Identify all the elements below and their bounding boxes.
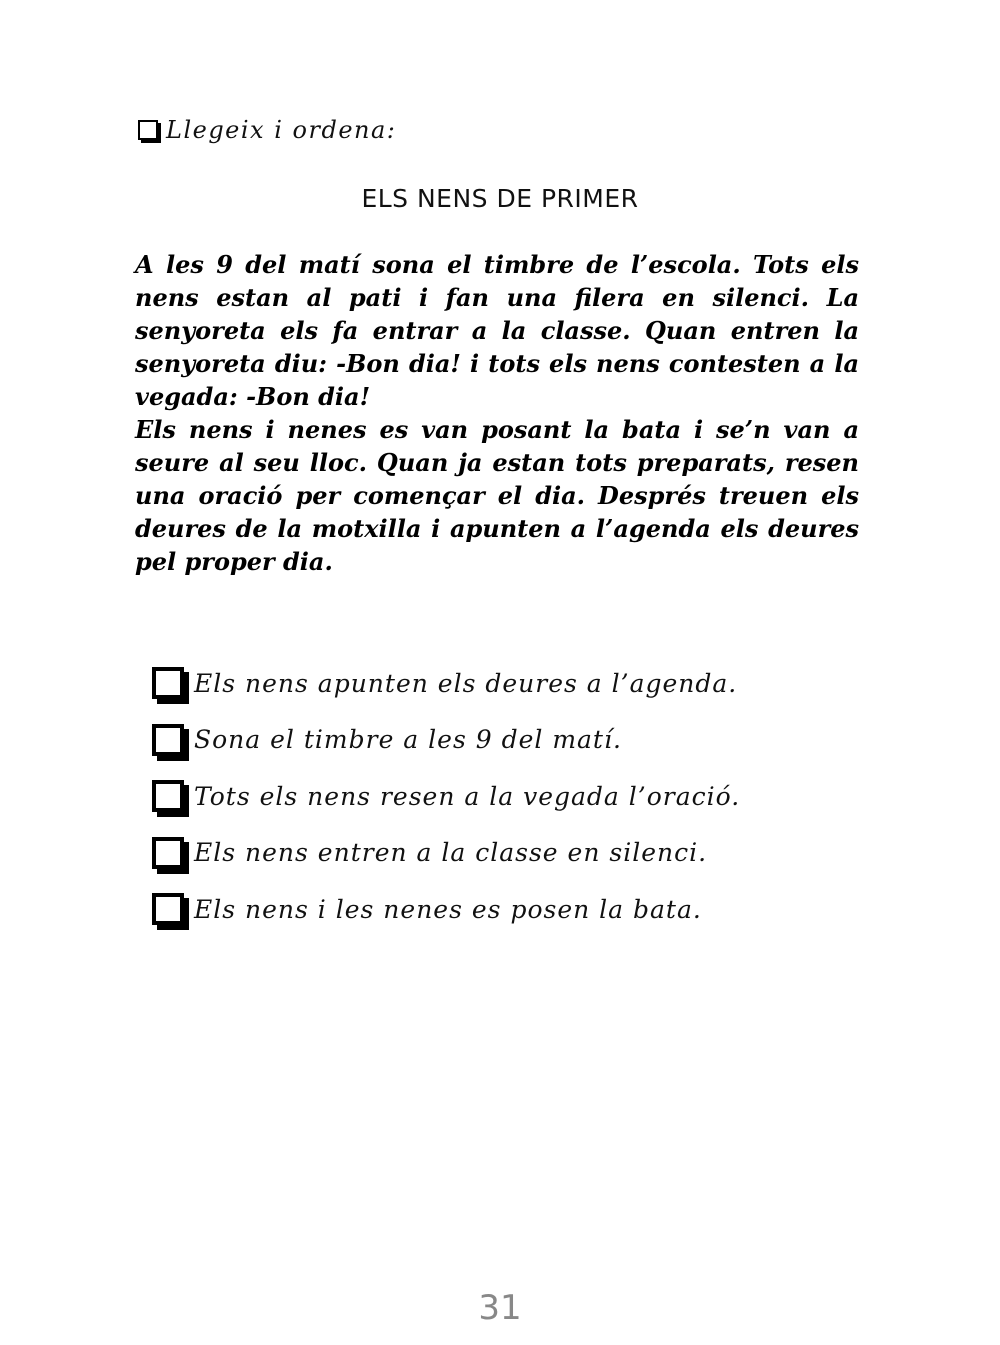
checkbox-icon[interactable]: [152, 780, 184, 812]
story-paragraph-2: Els nens i nenes es van posant la bata i se’n van a seure al seu lloc. Quan ja estan tots preparats, resen una oració per començar el dia. Després treuen els deures de la motxilla i apunten a l’agenda els deures pel proper dia.: [135, 415, 859, 576]
list-item: [152, 825, 912, 882]
list-item: [152, 768, 912, 825]
page-title: ELS NENS DE PRIMER: [361, 184, 639, 213]
list-item: [152, 881, 912, 938]
instruction: [138, 116, 396, 144]
list-item-text: Sona el timbre a les 9 del matí.: [194, 725, 622, 755]
story-text: [135, 248, 859, 578]
list-item: [152, 655, 912, 712]
instruction-text: Llegeix i ordena:: [166, 116, 397, 144]
page-number: 31: [478, 1288, 522, 1328]
ordering-list: [152, 655, 912, 938]
checkbox-icon[interactable]: [152, 893, 184, 925]
checkbox-icon[interactable]: [138, 120, 158, 140]
story-paragraph-1: A les 9 del matí sona el timbre de l’escola. Tots els nens estan al pati i fan una filera en silenci. La senyoreta els fa entrar a la classe. Quan entren la senyoreta diu: -Bon dia! i tots els nens contesten a la vegada: -Bon dia!: [135, 250, 859, 411]
list-item-text: Tots els nens resen a la vegada l’oració.: [194, 781, 741, 811]
checkbox-icon[interactable]: [152, 837, 184, 869]
list-item-text: Els nens entren a la classe en silenci.: [194, 838, 708, 868]
list-item: [152, 712, 912, 769]
list-item-text: Els nens i les nenes es posen la bata.: [194, 894, 702, 924]
checkbox-icon[interactable]: [152, 667, 184, 699]
list-item-text: Els nens apunten els deures a l’agenda.: [194, 668, 738, 698]
checkbox-icon[interactable]: [152, 724, 184, 756]
